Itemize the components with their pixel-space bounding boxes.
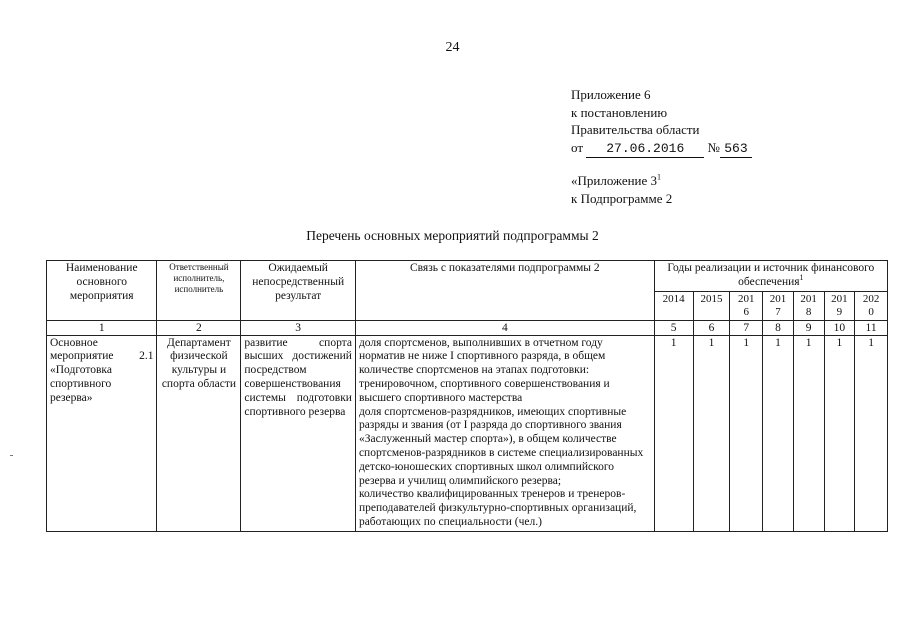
document-title: Перечень основных мероприятий подпрограммы 2 [306, 228, 599, 243]
page-number: 24 [445, 40, 460, 55]
value-2020: 1 [855, 335, 888, 531]
value-2015: 1 [693, 335, 730, 531]
year-2019: 201 9 [824, 291, 855, 320]
value-2017: 1 [763, 335, 794, 531]
col-number: 1 [47, 320, 157, 335]
appendix-ref-line-2: к Подпрограмме 2 [571, 190, 673, 206]
indicator-1: доля спортсменов, выполнивших в отчетном году норматив не ниже I спортивного разряда, в общем количестве спортсменов на этапах подготовки: тренировочном, спортивного совершенствования и высшего спортивного мастерства [358, 336, 610, 404]
activity-executor: Департамент физической культуры и спорта области [157, 335, 241, 531]
year-2018: 201 8 [793, 291, 824, 320]
footnote-mark: 1 [657, 172, 662, 182]
col-header-result: Ожидаемый непосредственный результат [241, 261, 356, 321]
col-header-executor: Ответственный исполнитель, исполнитель [157, 261, 241, 321]
col-number: 8 [763, 320, 794, 335]
col-number: 6 [693, 320, 730, 335]
header-row-1 [47, 261, 888, 292]
year-2015: 2015 [693, 291, 730, 320]
col-number: 9 [793, 320, 824, 335]
appendix-line-3: Правительства области [571, 122, 700, 137]
year-2017: 201 7 [763, 291, 794, 320]
activity-name: Основное мероприятие 2.1 «Подготовка спортивного резерва» [47, 335, 157, 531]
value-2018: 1 [793, 335, 824, 531]
col-header-link: Связь с показателями подпрограммы 2 [355, 261, 654, 321]
indicator-3: количество квалифицированных тренеров и тренеров-преподавателей физкультурно-спортивных организаций, работающих по специальности (чел.) [358, 488, 637, 528]
appendix-line-1: Приложение 6 [571, 87, 651, 102]
resolution-number: 563 [720, 140, 752, 159]
appendix-reference [571, 172, 672, 207]
year-2016: 201 6 [730, 291, 763, 320]
value-2016: 1 [730, 335, 763, 531]
year-2020: 202 0 [855, 291, 888, 320]
col-number: 10 [824, 320, 855, 335]
appendix-ref-text: «Приложение 3 [571, 173, 658, 188]
col-number: 3 [241, 320, 356, 335]
activities-table [46, 260, 888, 532]
col-number: 4 [355, 320, 654, 335]
col-header-name: Наименование основного мероприятия [47, 261, 157, 321]
years-footnote-mark: 1 [799, 272, 804, 282]
col-number: 2 [157, 320, 241, 335]
value-2014: 1 [654, 335, 693, 531]
appendix-date-line [571, 139, 752, 159]
number-label: № [707, 139, 720, 155]
table-row [47, 335, 888, 531]
activity-indicators [355, 335, 654, 531]
col-header-years [654, 261, 887, 292]
years-header-text: Годы реализации и источник финансового обеспечения [667, 262, 875, 288]
value-2019: 1 [824, 335, 855, 531]
appendix-header [571, 86, 752, 158]
scan-margin-mark [10, 455, 13, 456]
from-label: от [571, 139, 584, 155]
year-2014: 2014 [654, 291, 693, 320]
appendix-line-2: к постановлению [571, 104, 668, 120]
activity-result: развитие спорта высших достижений посредством совершенствования системы подготовки спортивного резерва [241, 335, 356, 531]
col-number: 11 [855, 320, 888, 335]
col-number: 7 [730, 320, 763, 335]
resolution-date: 27.06.2016 [586, 140, 704, 159]
column-number-row [47, 320, 888, 335]
appendix-ref-line-1 [571, 172, 672, 190]
col-number: 5 [654, 320, 693, 335]
indicator-2: доля спортсменов-разрядников, имеющих спортивные разряды и звания (от I разряда до спортивного звания «Заслуженный мастер спорта»), в общем количестве спортсменов-разрядников в системе специализированных детско-юношеских спортивных школ олимпийского резерва и училищ олимпийского резерва; [358, 405, 644, 487]
